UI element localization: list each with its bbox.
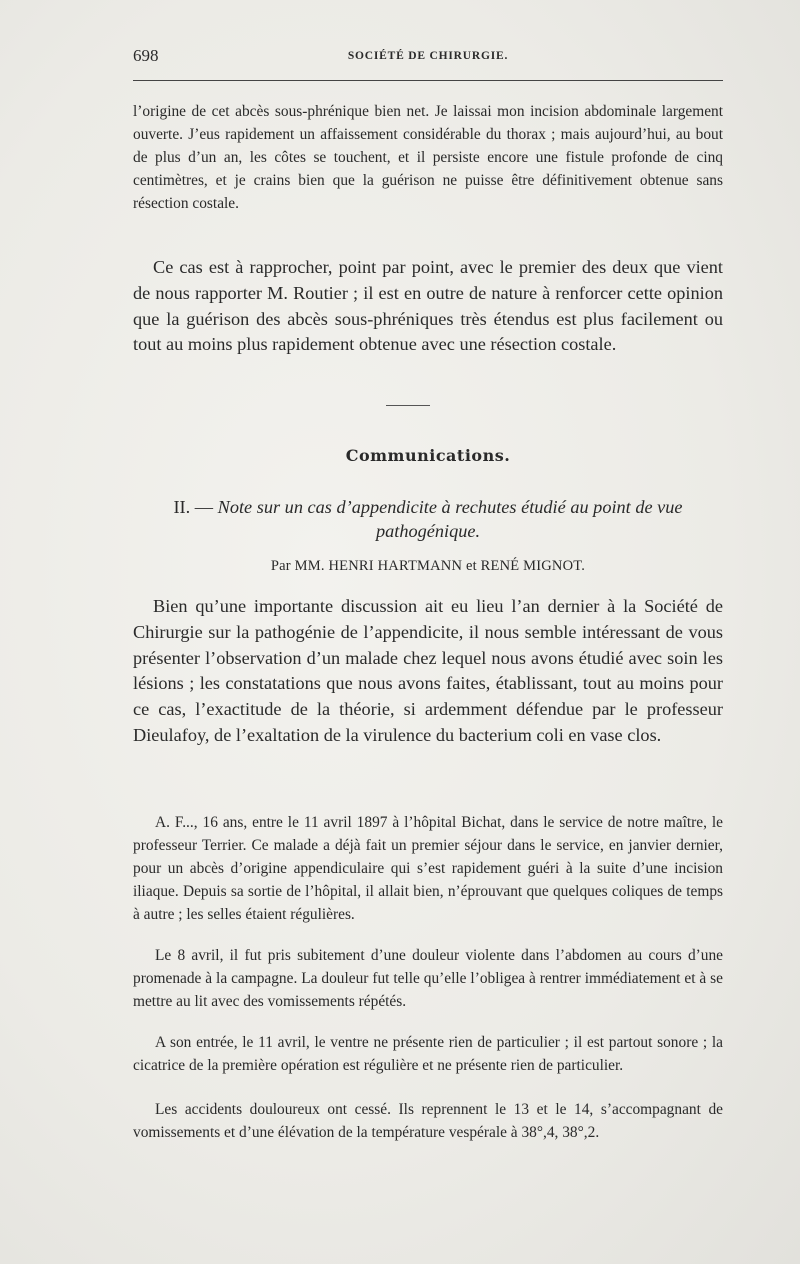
section-heading: Communications.: [345, 446, 511, 465]
page-number: 698: [133, 46, 159, 65]
running-head: SOCIÉTÉ DE CHIRURGIE.: [347, 50, 509, 62]
comment-paragraph: Ce cas est à rapprocher, point par point, avec le premier des deux que vient de nous rapporter M. Routier ; il est en outre de nature à renforcer cette opinion que la guérison des abcès sous-phréniques très étendus est plus facilement ou tout au moins plus rapidement obtenue avec une résection costale.: [133, 257, 723, 355]
observation-paragraph-3: A son entrée, le 11 avril, le ventre ne présente rien de particulier ; il est partout sonore ; la cicatrice de la première opération est régulière et ne présente rien de particulier.: [133, 1034, 723, 1074]
article-title-text: Note sur un cas d’appendicite à rechutes étudié au point de vue pathogénique.: [217, 497, 683, 541]
article-byline: Par MM. HENRI HARTMANN et RENÉ MIGNOT.: [270, 558, 586, 574]
article-number: II. —: [173, 497, 218, 517]
article-title: [133, 495, 723, 543]
observation-paragraph-2: Le 8 avril, il fut pris subitement d’une douleur violente dans l’abdomen au cours d’une promenade à la campagne. La douleur fut telle qu’elle l’obligea à rentrer immédiatement et à se mettre au lit avec des vomissements répétés.: [133, 947, 723, 1010]
section-separator: [386, 405, 430, 406]
header-rule: [133, 80, 723, 81]
observation-paragraph-4: Les accidents douloureux ont cessé. Ils reprennent le 13 et le 14, s’accompagnant de vomissements et d’une élévation de la température vespérale à 38°,4, 38°,2.: [133, 1101, 723, 1141]
observation-paragraph-1: A. F..., 16 ans, entre le 11 avril 1897 à l’hôpital Bichat, dans le service de notre maître, le professeur Terrier. Ce malade a déjà fait un premier séjour dans le service, en janvier dernier, pour un abcès d’origine appendiculaire qui s’est rapidement guéri à la suite d’une incision iliaque. Depuis sa sortie de l’hôpital, il allait bien, n’éprouvant que quelques coliques de temps à autre ; les selles étaient régulières.: [133, 814, 723, 923]
page-header: [133, 46, 723, 70]
intro-paragraph: l’origine de cet abcès sous-phrénique bien net. Je laissai mon incision abdominale largement ouverte. J’eus rapidement un affaissement considérable du thorax ; mais aujourd’hui, au bout de plus d’un an, les côtes se touchent, et il persiste encore une fistule profonde de cinq centimètres, et je crains bien que la guérison ne puisse être définitivement obtenue sans résection costale.: [133, 103, 723, 212]
lead-paragraph: Bien qu’une importante discussion ait eu lieu l’an dernier à la Société de Chirurgie sur la pathogénie de l’appendicite, il nous semble intéressant de vous présenter l’observation d’un malade chez lequel nous avons étudié avec soin les lésions ; les constatations que nous avons faites, établissant, tout au moins pour ce cas, l’exactitude de la théorie, si ardemment défendue par le professeur Dieulafoy, de l’exaltation de la virulence du bacterium coli en vase clos.: [133, 596, 723, 745]
